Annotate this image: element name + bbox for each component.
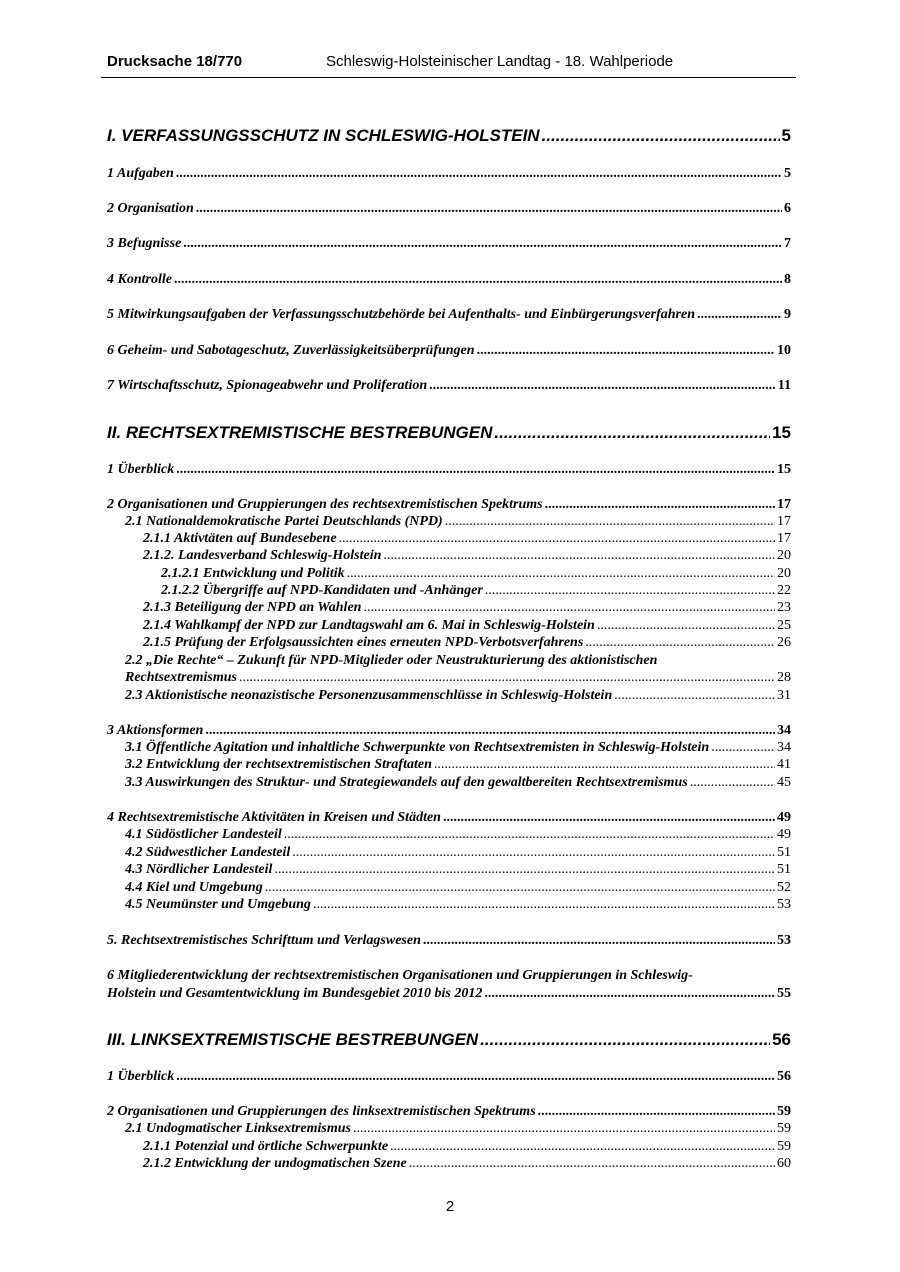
toc-entry[interactable]: 2 Organisationen und Gruppierungen des linksextremistischen Spektrums ..... 59 bbox=[107, 1104, 791, 1120]
toc-entry-line1: 2.2 „Die Rechte“ – Zukunft für NPD-Mitglieder oder Neustrukturierung des aktionistischen bbox=[125, 653, 658, 668]
toc-entry[interactable]: 2.1.2 Entwicklung der undogmatischen Szene ..... 60 bbox=[143, 1156, 791, 1172]
toc-entry[interactable]: 4.4 Kiel und Umgebung ..... 52 bbox=[125, 880, 791, 896]
toc-entry[interactable]: 5 Mitwirkungsaufgaben der Verfassungsschutzbehörde bei Aufenthalts- und Einbürgerungsverfahren ..... 9 bbox=[107, 307, 791, 323]
toc-entry[interactable]: 3 Befugnisse ..... 7 bbox=[107, 236, 791, 252]
toc-entry[interactable]: 2.1.4 Wahlkampf der NPD zur Landtagswahl am 6. Mai in Schleswig-Holstein ..... 25 bbox=[143, 618, 791, 634]
toc-entry[interactable]: Holstein und Gesamtentwicklung im Bundesgebiet 2010 bis 2012 ..... 55 bbox=[107, 986, 791, 1002]
toc-entry[interactable]: 2.1.5 Prüfung der Erfolgsaussichten eines erneuten NPD-Verbotsverfahrens ..... 26 bbox=[143, 635, 791, 651]
toc-entry[interactable]: 3.1 Öffentliche Agitation und inhaltliche Schwerpunkte von Rechtsextremisten in Schleswig-Holstein ..... 34 bbox=[125, 740, 791, 756]
toc-entry[interactable]: 4.3 Nördlicher Landesteil ..... 51 bbox=[125, 862, 791, 878]
toc-entry[interactable]: 4.2 Südwestlicher Landesteil ..... 51 bbox=[125, 845, 791, 861]
toc-entry[interactable]: 1 Überblick ..... 56 bbox=[107, 1069, 791, 1085]
toc-entry[interactable]: 1 Überblick ..... 15 bbox=[107, 462, 791, 478]
toc-entry[interactable]: 2.1 Undogmatischer Linksextremismus ..... 59 bbox=[125, 1121, 791, 1137]
toc-entry[interactable]: 3 Aktionsformen ..... 34 bbox=[107, 723, 791, 739]
toc-entry[interactable]: 2.1.2. Landesverband Schleswig-Holstein ..... 20 bbox=[143, 548, 791, 564]
toc-entry-line1: 6 Mitgliederentwicklung der rechtsextremistischen Organisationen und Gruppierungen in Schleswig- bbox=[107, 968, 693, 983]
parliament-title: Schleswig-Holsteinischer Landtag - 18. Wahlperiode bbox=[326, 53, 674, 70]
toc-entry[interactable]: 2.1.1 Aktivtäten auf Bundesebene ..... 17 bbox=[143, 531, 791, 547]
toc-entry[interactable]: 3.2 Entwicklung der rechtsextremistischen Straftaten ..... 41 bbox=[125, 757, 791, 773]
toc-entry[interactable]: 4 Rechtsextremistische Aktivitäten in Kreisen und Städten ..... 49 bbox=[107, 810, 791, 826]
toc-entry[interactable]: 2.3 Aktionistische neonazistische Personenzusammenschlüsse in Schleswig-Holstein ..... 31 bbox=[125, 688, 791, 704]
toc-entry[interactable]: II. RECHTSEXTREMISTISCHE BESTREBUNGEN ..... 15 bbox=[107, 423, 791, 443]
toc-entry[interactable]: 2.1.3 Beteiligung der NPD an Wahlen ..... 23 bbox=[143, 600, 791, 616]
document-number: Drucksache 18/770 bbox=[107, 53, 243, 70]
table-of-contents bbox=[107, 0, 791, 1272]
toc-entry[interactable]: I. VERFASSUNGSSCHUTZ IN SCHLESWIG-HOLSTEIN ..... 5 bbox=[107, 126, 791, 146]
toc-entry[interactable]: 2.1 Nationaldemokratische Partei Deutschlands (NPD) ..... 17 bbox=[125, 514, 791, 530]
toc-entry[interactable]: 2 Organisationen und Gruppierungen des rechtsextremistischen Spektrums ..... 17 bbox=[107, 497, 791, 513]
toc-entry[interactable]: 1 Aufgaben ..... 5 bbox=[107, 166, 791, 182]
toc-entry[interactable]: 4.1 Südöstlicher Landesteil ..... 49 bbox=[125, 827, 791, 843]
toc-entry[interactable]: 2 Organisation ..... 6 bbox=[107, 201, 791, 217]
toc-entry[interactable]: III. LINKSEXTREMISTISCHE BESTREBUNGEN ..... 56 bbox=[107, 1030, 791, 1050]
toc-entry[interactable]: 2.1.2.2 Übergriffe auf NPD-Kandidaten und -Anhänger ..... 22 bbox=[161, 583, 791, 599]
page-number: 2 bbox=[445, 1198, 455, 1215]
toc-entry[interactable]: 2.1.2.1 Entwicklung und Politik ..... 20 bbox=[161, 566, 791, 582]
toc-entry[interactable]: 7 Wirtschaftsschutz, Spionageabwehr und Proliferation ..... 11 bbox=[107, 378, 791, 394]
toc-entry[interactable]: 4 Kontrolle ..... 8 bbox=[107, 272, 791, 288]
toc-entry[interactable]: 3.3 Auswirkungen des Struktur- und Strategiewandels auf den gewaltbereiten Rechtsextremismus ..... 45 bbox=[125, 775, 791, 791]
toc-entry[interactable]: Rechtsextremismus ..... 28 bbox=[125, 670, 791, 686]
toc-entry[interactable]: 4.5 Neumünster und Umgebung ..... 53 bbox=[125, 897, 791, 913]
toc-entry[interactable]: 5. Rechtsextremistisches Schrifttum und Verlagswesen ..... 53 bbox=[107, 933, 791, 949]
toc-entry[interactable]: 6 Geheim- und Sabotageschutz, Zuverlässigkeitsüberprüfungen ..... 10 bbox=[107, 343, 791, 359]
toc-entry[interactable]: 2.1.1 Potenzial und örtliche Schwerpunkte ..... 59 bbox=[143, 1139, 791, 1155]
